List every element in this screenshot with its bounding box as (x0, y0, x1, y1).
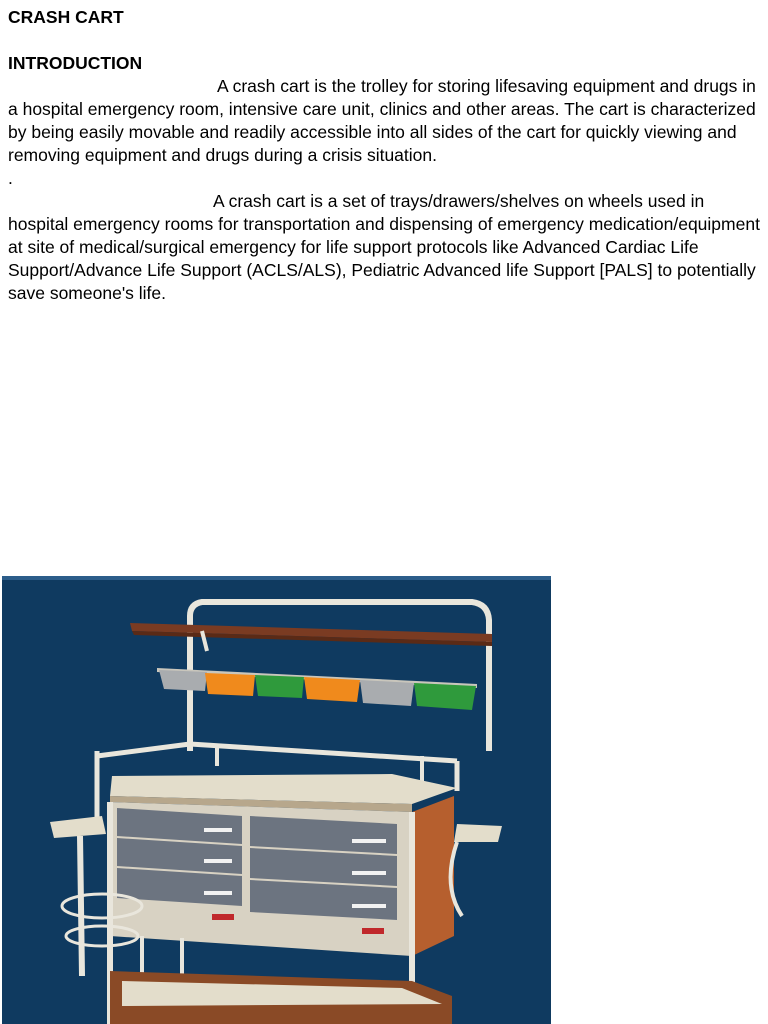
document-title: CRASH CART (8, 7, 124, 27)
paragraph-2 (8, 190, 760, 305)
paragraph-2-text: A crash cart is a set of trays/drawers/shelves on wheels used in hospital emergency rooms for transportation and dispensing of emergency medication/equipment at site of medical/surgical emergency for life support protocols like Advanced Cardiac Life Support/Advance Life Support (ACLS/ALS), Pediatric Advanced life Support [PALS] to potentially save someone's life. (8, 191, 760, 303)
crash-cart-photo (2, 576, 551, 1024)
paragraph-1 (8, 75, 760, 167)
paragraph-1-text: A crash cart is the trolley for storing lifesaving equipment and drugs in a hospital emergency room, intensive care unit, clinics and other areas. The cart is characterized by being easily movable and readily accessible into all sides of the cart for quickly viewing and removing equipment and drugs during a crisis situation. (8, 76, 756, 165)
crash-cart-illustration (2, 576, 551, 1024)
document-body (8, 6, 760, 305)
section-heading: INTRODUCTION (8, 53, 143, 73)
separator-dot: . (8, 168, 13, 188)
